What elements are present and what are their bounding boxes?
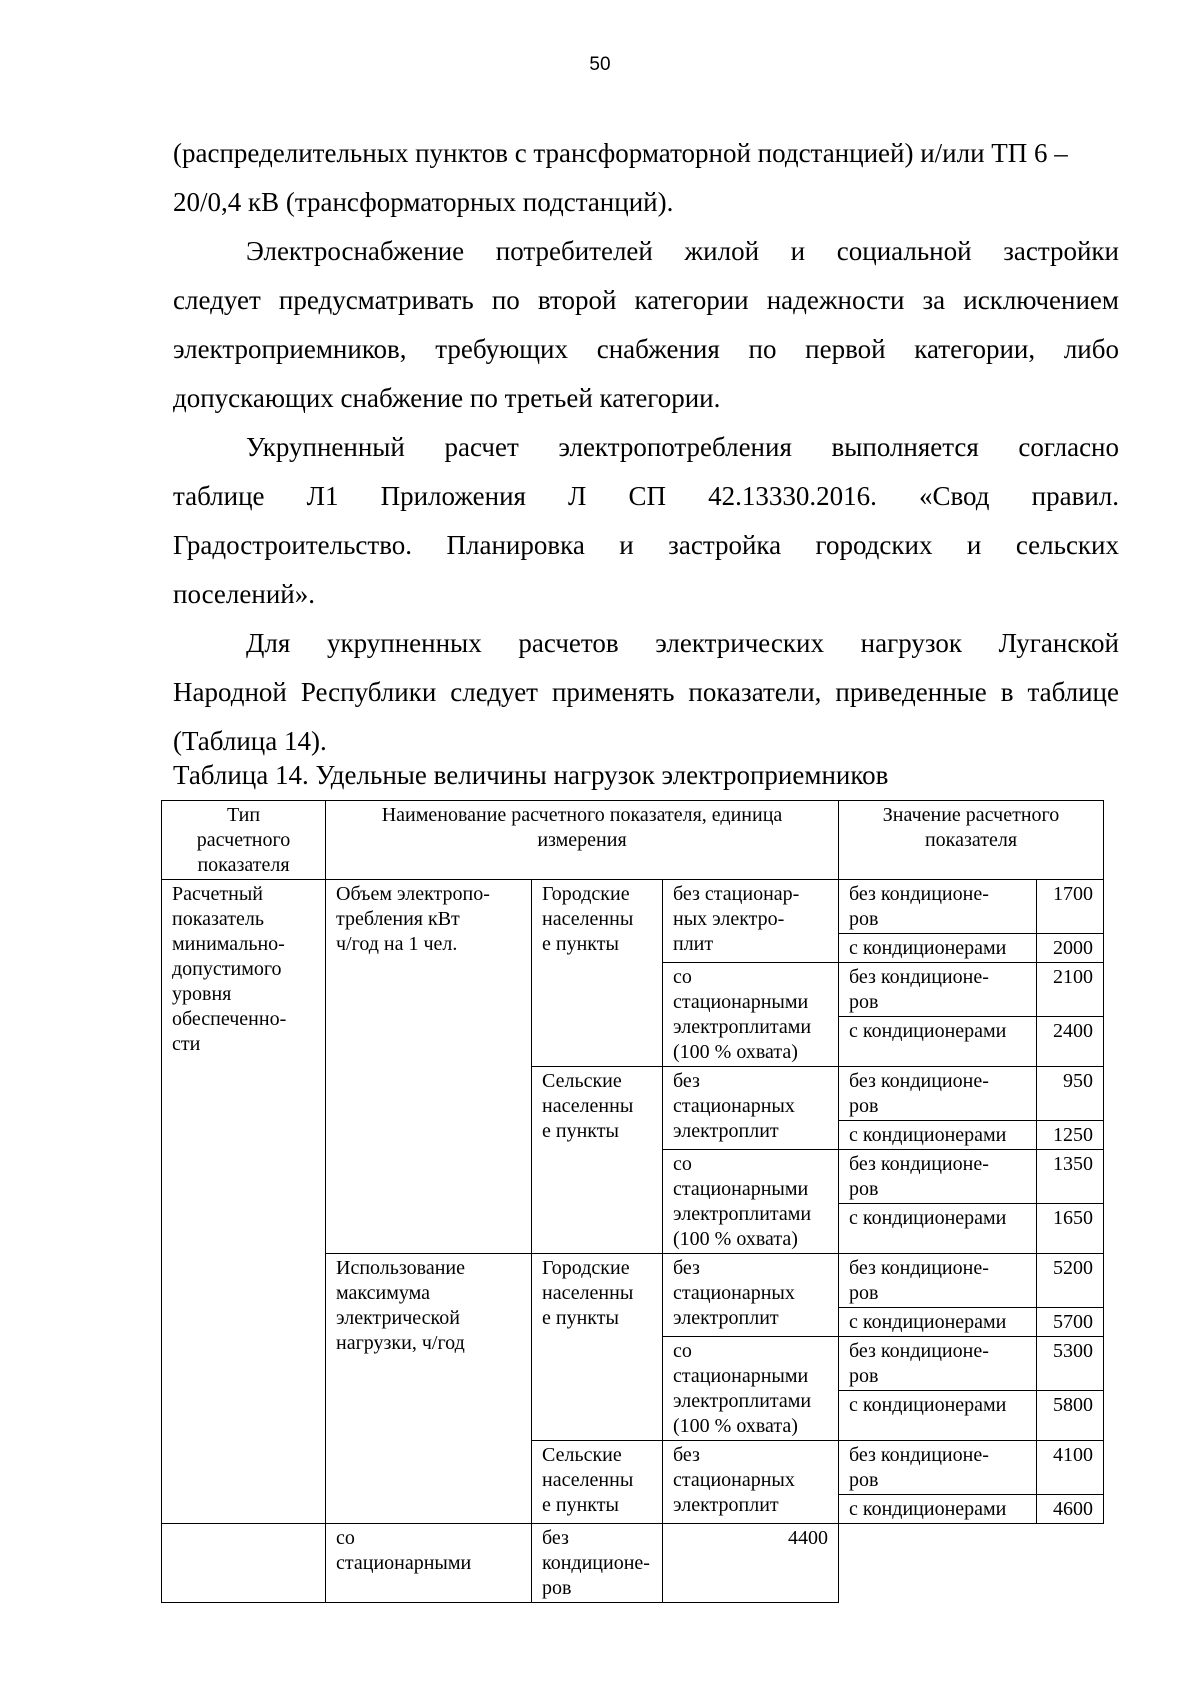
- stove-line: стационарных: [673, 1469, 795, 1491]
- body-line: допускающих снабжение по третьей категории.: [173, 383, 721, 413]
- ac-cell: с кондиционерами: [839, 1121, 1037, 1150]
- indicator-line: Расчетный: [172, 883, 263, 905]
- table-row: [162, 880, 1104, 907]
- stove-line: без: [673, 1070, 700, 1092]
- ac-line: ров: [849, 1178, 879, 1200]
- ac-cell: с кондиционерами: [839, 1495, 1037, 1524]
- ac-line: ров: [849, 1365, 879, 1387]
- value-cell: 5300: [1037, 1337, 1104, 1391]
- header-name-cell: [326, 801, 839, 880]
- stove-type-cell: [663, 1150, 839, 1254]
- stove-type-cell: [663, 963, 839, 1067]
- settlement-line: Сельские: [542, 1070, 622, 1092]
- stove-line: (100 % охвата): [673, 1228, 798, 1250]
- indicator-line: уровня: [172, 983, 232, 1005]
- metric-line: максимума: [336, 1282, 430, 1304]
- stove-line: электроплитами: [673, 1390, 812, 1412]
- value-cell: 2100: [1037, 963, 1104, 1017]
- stove-line: стационарными: [336, 1552, 472, 1574]
- settlement-line: населенны: [542, 1469, 634, 1491]
- settlement-urban-cell: [532, 1254, 663, 1441]
- stove-type-cell: [663, 1441, 839, 1524]
- indicator-line: допустимого: [172, 958, 282, 980]
- indicator-cell: [162, 880, 326, 1524]
- stove-type-cell: [663, 1067, 839, 1150]
- body-line: Градостроительство. Планировка и застройка городских и сельских: [173, 530, 1119, 560]
- settlement-rural-cell: [532, 1441, 663, 1524]
- value-cell: 950: [1037, 1067, 1104, 1121]
- stove-line: стационарных: [673, 1095, 795, 1117]
- stove-line: ных электро-: [673, 908, 785, 930]
- header-row: [162, 801, 1104, 880]
- indicator-line: показатель: [172, 908, 264, 930]
- body-text: [173, 129, 1119, 766]
- stove-line: со: [673, 966, 692, 988]
- body-line: (Таблица 14).: [173, 726, 327, 756]
- stove-line: без: [673, 1444, 700, 1466]
- body-line: Для укрупненных расчетов электрических нагрузок Луганской: [246, 628, 1119, 658]
- value-cell: 1250: [1037, 1121, 1104, 1150]
- ac-cell: с кондиционерами: [839, 1308, 1037, 1337]
- metric-max-load-cell: [326, 1254, 532, 1524]
- body-line: таблице Л1 Приложения Л СП 42.13330.2016. «Свод правил.: [173, 481, 1119, 511]
- body-line: Электроснабжение потребителей жилой и социальной застройки: [246, 236, 1119, 266]
- header-name-line: измерения: [537, 829, 627, 851]
- settlement-rural-cell: [532, 1067, 663, 1254]
- metric-line: Объем электропо-: [336, 883, 490, 905]
- settlement-line: населенны: [542, 1282, 634, 1304]
- stove-line: электроплит: [673, 1120, 779, 1142]
- stove-line: (100 % охвата): [673, 1041, 798, 1063]
- value-cell: 4600: [1037, 1495, 1104, 1524]
- page-number: 50: [589, 54, 611, 75]
- stove-line: электроплит: [673, 1307, 779, 1329]
- ac-cell: [839, 963, 1037, 1017]
- settlement-line: е пункты: [542, 1120, 619, 1142]
- ac-cell: с кондиционерами: [839, 1204, 1037, 1254]
- ac-cell: с кондиционерами: [839, 934, 1037, 963]
- stove-type-cell: [663, 1337, 839, 1441]
- stove-line: со: [673, 1153, 692, 1175]
- stove-line: со: [336, 1527, 355, 1549]
- value-cell: 1700: [1037, 880, 1104, 934]
- value-cell: 1350: [1037, 1150, 1104, 1204]
- body-line: 20/0,4 кВ (трансформаторных подстанций).: [173, 187, 674, 217]
- settlement-line: Городские: [542, 883, 630, 905]
- stove-line: электроплит: [673, 1494, 779, 1516]
- body-line: Народной Республики следует применять показатели, приведенные в таблице: [173, 677, 1119, 707]
- header-value-cell: [839, 801, 1104, 880]
- stove-line: со: [673, 1340, 692, 1362]
- value-cell: 1650: [1037, 1204, 1104, 1254]
- ac-line: ров: [849, 991, 879, 1013]
- settlement-rural-tail-cell: [162, 1524, 326, 1603]
- value-cell: 4400: [663, 1524, 839, 1603]
- ac-cell: [839, 1254, 1037, 1308]
- metric-line: ч/год на 1 чел.: [336, 933, 458, 955]
- header-type-line: Тип: [226, 804, 261, 826]
- value-cell: 5200: [1037, 1254, 1104, 1308]
- settlement-line: населенны: [542, 908, 634, 930]
- stove-line: без: [673, 1257, 700, 1279]
- settlement-urban-cell: [532, 880, 663, 1067]
- ac-line: ров: [849, 908, 879, 930]
- stove-line: без стационар-: [673, 883, 800, 905]
- stove-line: плит: [673, 933, 714, 955]
- body-line: поселений».: [173, 579, 315, 609]
- metric-line: Использование: [336, 1257, 465, 1279]
- ac-cell: [839, 1337, 1037, 1391]
- body-line: Укрупненный расчет электропотребления выполняется согласно: [246, 432, 1119, 462]
- ac-line: без кондиционе-: [849, 1070, 989, 1092]
- stove-type-cell: [663, 880, 839, 963]
- value-cell: 5800: [1037, 1391, 1104, 1441]
- value-cell: 4100: [1037, 1441, 1104, 1495]
- ac-line: ров: [849, 1095, 879, 1117]
- ac-line: без кондиционе-: [849, 966, 989, 988]
- settlement-line: населенны: [542, 1095, 634, 1117]
- settlement-line: е пункты: [542, 1307, 619, 1329]
- metric-line: электрической: [336, 1307, 460, 1329]
- ac-line: без кондиционе-: [849, 883, 989, 905]
- ac-cell: [839, 1441, 1037, 1495]
- metric-consumption-cell: [326, 880, 532, 1254]
- stove-line: стационарными: [673, 991, 809, 1013]
- table-row: [162, 1524, 1104, 1564]
- table-caption: Таблица 14. Удельные величины нагрузок электроприемников: [173, 760, 889, 790]
- indicator-line: сти: [172, 1033, 201, 1055]
- value-cell: 2000: [1037, 934, 1104, 963]
- ac-cell: с кондиционерами: [839, 1391, 1037, 1441]
- ac-line: без кондиционе-: [849, 1340, 989, 1362]
- settlement-line: е пункты: [542, 1494, 619, 1516]
- metric-line: нагрузки, ч/год: [336, 1332, 465, 1354]
- stove-line: стационарными: [673, 1178, 809, 1200]
- stove-type-cell: [663, 1254, 839, 1337]
- body-line: следует предусматривать по второй категории надежности за исключением: [173, 285, 1119, 315]
- stove-line: (100 % охвата): [673, 1415, 798, 1437]
- indicator-line: обеспеченно-: [172, 1008, 287, 1030]
- header-type-cell: [162, 801, 326, 880]
- ac-cell: [839, 1067, 1037, 1121]
- body-line: электроприемников, требующих снабжения по первой категории, либо: [173, 334, 1119, 364]
- value-cell: 5700: [1037, 1308, 1104, 1337]
- stove-line: электроплитами: [673, 1016, 812, 1038]
- header-type-line: показателя: [197, 854, 290, 876]
- indicator-line: минимально-: [172, 933, 285, 955]
- stove-line: стационарных: [673, 1282, 795, 1304]
- stove-line: электроплитами: [673, 1203, 812, 1225]
- ac-line: ров: [542, 1577, 572, 1599]
- ac-cell: с кондиционерами: [839, 1017, 1037, 1067]
- ac-cell: [839, 1150, 1037, 1204]
- ac-cell: [839, 880, 1037, 934]
- ac-line: без кондиционе-: [849, 1153, 989, 1175]
- header-value-line: Значение расчетного: [882, 804, 1060, 826]
- ac-line: без кондиционе-: [849, 1444, 989, 1466]
- body-line: (распределительных пунктов с трансформаторной подстанцией) и/или ТП 6 –: [173, 138, 1068, 168]
- header-value-line: показателя: [924, 829, 1018, 851]
- settlement-line: е пункты: [542, 933, 619, 955]
- settlement-line: Городские: [542, 1257, 630, 1279]
- value-cell: 2400: [1037, 1017, 1104, 1067]
- ac-line: ров: [849, 1469, 879, 1491]
- header-name-line: Наименование расчетного показателя, единица: [381, 804, 783, 826]
- stove-type-cell: [326, 1524, 532, 1603]
- ac-line: без кондиционе-: [849, 1257, 989, 1279]
- ac-line: без кондиционе-: [542, 1527, 650, 1574]
- metric-line: требления кВт: [336, 908, 460, 930]
- settlement-line: Сельские: [542, 1444, 622, 1466]
- header-type-line: расчетного: [196, 829, 291, 851]
- loads-table: [161, 800, 1104, 1603]
- ac-cell: [532, 1524, 663, 1603]
- stove-line: стационарными: [673, 1365, 809, 1387]
- ac-line: ров: [849, 1282, 879, 1304]
